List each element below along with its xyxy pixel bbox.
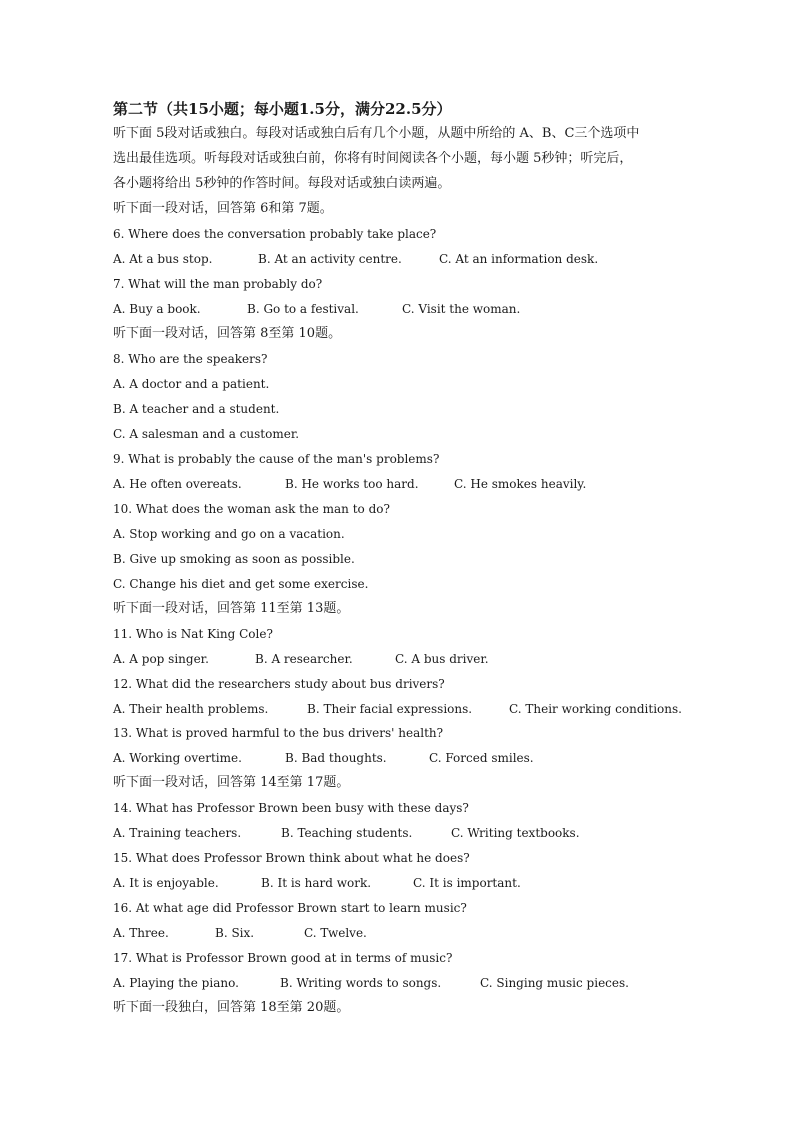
option-7c: C. Visit the woman. bbox=[402, 302, 521, 316]
option-16a: A. Three. bbox=[113, 926, 169, 940]
option-17a: A. Playing the piano. bbox=[113, 976, 239, 990]
dialogue-intro-6-7: 听下面一段对话，回答第 6和第 7题。 bbox=[113, 201, 333, 216]
dialogue-intro-11-13: 听下面一段对话，回答第 11至第 13题。 bbox=[113, 601, 350, 616]
question-15: 15. What does Professor Brown think about what he does? bbox=[113, 851, 470, 865]
option-14b: B. Teaching students. bbox=[281, 826, 413, 840]
option-7b: B. Go to a festival. bbox=[247, 302, 359, 316]
option-13a: A. Working overtime. bbox=[113, 751, 242, 765]
option-14a: A. Training teachers. bbox=[113, 826, 242, 840]
option-8a: A. A doctor and a patient. bbox=[113, 377, 270, 391]
option-11a: A. A pop singer. bbox=[113, 652, 209, 666]
instruction-line-3: 各小题将给出 5秒钟的作答时间。每段对话或独白读两遍。 bbox=[113, 176, 451, 191]
option-10b: B. Give up smoking as soon as possible. bbox=[113, 552, 355, 566]
option-15b: B. It is hard work. bbox=[261, 876, 372, 890]
option-6c: C. At an information desk. bbox=[439, 252, 599, 266]
monologue-intro-18-20: 听下面一段独白，回答第 18至第 20题。 bbox=[113, 1000, 350, 1015]
question-9: 9. What is probably the cause of the man's problems? bbox=[113, 452, 440, 466]
dialogue-intro-8-10: 听下面一段对话，回答第 8至第 10题。 bbox=[113, 326, 342, 341]
instruction-line-2: 选出最佳选项。听每段对话或独白前，你将有时间阅读各个小题，每小题 5秒钟；听完后， bbox=[113, 151, 633, 166]
option-15a: A. It is enjoyable. bbox=[113, 876, 219, 890]
option-16b: B. Six. bbox=[215, 926, 255, 940]
option-9a: A. He often overeats. bbox=[113, 477, 242, 491]
instruction-line-1: 听下面 5段对话或独白。每段对话或独白后有几个小题，从题中所给的 A、B、C三个选项中 bbox=[113, 126, 640, 141]
option-14c: C. Writing textbooks. bbox=[451, 826, 580, 840]
option-9b: B. He works too hard. bbox=[285, 477, 419, 491]
question-12: 12. What did the researchers study about bus drivers? bbox=[113, 677, 445, 691]
question-6: 6. Where does the conversation probably take place? bbox=[113, 227, 437, 241]
option-17c: C. Singing music pieces. bbox=[480, 976, 629, 990]
option-8c: C. A salesman and a customer. bbox=[113, 427, 300, 441]
option-13c: C. Forced smiles. bbox=[429, 751, 534, 765]
option-15c: C. It is important. bbox=[413, 876, 521, 890]
option-16c: C. Twelve. bbox=[304, 926, 367, 940]
dialogue-intro-14-17: 听下面一段对话，回答第 14至第 17题。 bbox=[113, 775, 350, 790]
question-11: 11. Who is Nat King Cole? bbox=[113, 627, 273, 641]
section-heading: 第二节（共15小题；每小题1.5分，满分22.5分） bbox=[113, 100, 452, 118]
option-11c: C. A bus driver. bbox=[395, 652, 489, 666]
option-7a: A. Buy a book. bbox=[113, 302, 201, 316]
option-12c: C. Their working conditions. bbox=[509, 702, 682, 716]
question-8: 8. Who are the speakers? bbox=[113, 352, 268, 366]
question-7: 7. What will the man probably do? bbox=[113, 277, 323, 291]
question-17: 17. What is Professor Brown good at in terms of music? bbox=[113, 951, 453, 965]
option-12b: B. Their facial expressions. bbox=[307, 702, 473, 716]
option-11b: B. A researcher. bbox=[255, 652, 353, 666]
option-6b: B. At an activity centre. bbox=[258, 252, 402, 266]
option-8b: B. A teacher and a student. bbox=[113, 402, 280, 416]
option-6a: A. At a bus stop. bbox=[113, 252, 213, 266]
option-10c: C. Change his diet and get some exercise. bbox=[113, 577, 369, 591]
option-9c: C. He smokes heavily. bbox=[454, 477, 587, 491]
option-10a: A. Stop working and go on a vacation. bbox=[113, 527, 345, 541]
question-16: 16. At what age did Professor Brown start to learn music? bbox=[113, 901, 467, 915]
question-10: 10. What does the woman ask the man to do? bbox=[113, 502, 390, 516]
option-13b: B. Bad thoughts. bbox=[285, 751, 387, 765]
question-13: 13. What is proved harmful to the bus drivers' health? bbox=[113, 726, 444, 740]
question-14: 14. What has Professor Brown been busy with these days? bbox=[113, 801, 469, 815]
option-12a: A. Their health problems. bbox=[113, 702, 269, 716]
option-17b: B. Writing words to songs. bbox=[280, 976, 442, 990]
